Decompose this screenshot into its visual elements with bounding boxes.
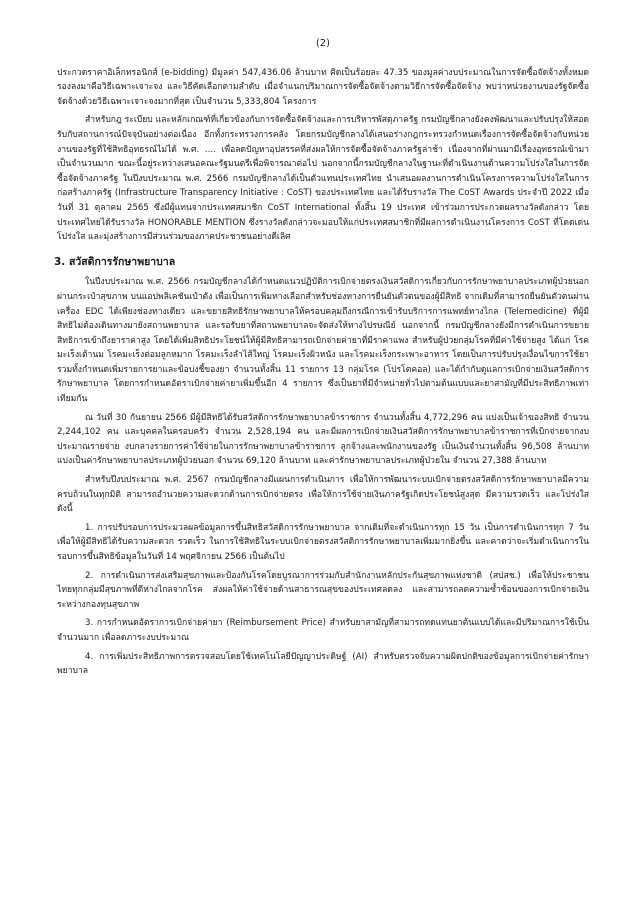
paragraph-egp-continuation: ประกวดราคาอิเล็กทรอนิกส์ (e-bidding) มีมูลค่า 547,436.06 ล้านบาท คิดเป็นร้อยละ 47.35 ของมูลค่างบประมาณในการจัดซื้อจัดจ้างทั้งหมด รองลงมาคือวิธีเฉพาะเจาะจง และวิธีคัดเลือกตามลำดับ เมื่อจำแนกปริมาณการจัดซื้อจัดจ้างตามวิธีการจัดซื้อจัดจ้าง พบว่าหน่วยงานของรัฐจัดซื้อจัดจ้างด้วยวิธีเฉพาะเจาะจงมากที่สุด เป็นจำนวน 5,333,804 โครงการ: [57, 67, 589, 107]
paragraph-fy2566-guidelines: ในปีงบประมาณ พ.ศ. 2566 กรมบัญชีกลางได้กำหนดแนวปฏิบัติการเบิกจ่ายตรงเงินสวัสดิการเกี่ยวกับการรักษาพยาบาลประเภทผู้ป่วยนอกผ่านกระเป๋าสุขภาพ บนแอปพลิเคชันเป๋าตัง เพื่อเป็นการเพิ่มทางเลือกสำหรับช่องทางการยืนยันตัวตนของผู้มีสิทธิ จากเดิมที่สามารถยืนยันตัวตนผ่านเครื่อง EDC ได้เพียงช่องทางเดียว และขยายสิทธิรักษาพยาบาลให้ครอบคลุมถึงกรณีการเข้ารับบริการการแพทย์ทางไกล (Telemedicine) ที่ผู้มีสิทธิไม่ต้องเดินทางมายังสถานพยาบาล และรอรับยาที่สถานพยาบาลจะจัดส่งให้ทางไปรษณีย์ นอกจากนี้ กรมบัญชีกลางยังมีการดำเนินการขยายสิทธิการเข้าถึงยาราคาสูง โดยได้เพิ่มสิทธิประโยชน์ให้ผู้มีสิทธิสามารถเบิกจ่ายค่ายาที่มีราคาแพง สำหรับผู้ป่วยกลุ่มโรคที่มีค่าใช้จ่ายสูง ได้แก่ โรคมะเร็งเต้านม โรคมะเร็งต่อมลูกหมาก โรคมะเร็งลำไส้ใหญ่ โรคมะเร็งผิวหนัง และโรคมะเร็งกระเพาะอาหาร โดยเป็นการปรับปรุงเงื่อนไขการใช้ยารวมทั้งกำหนดเพิ่มรายการยาและข้อบ่งชี้ของยา จำนวนทั้งสิ้น 11 รายการ 13 กลุ่มโรค (โปรโตคอล) และได้กำกับดูแลการเบิกจ่ายเงินสวัสดิการรักษาพยาบาล โดยการกำหนดอัตราเบิกจ่ายค่ายาเพิ่มขึ้นอีก 4 รายการ ซึ่งเป็นยาที่มีจำหน่ายทั่วไปตามต้นแบบและยาสามัญที่มีประสิทธิภาพเท่าเทียมกัน: [57, 277, 589, 405]
list-item: 2. การดำเนินการส่งเสริมสุขภาพและป้องกันโรคโดยบูรณาการร่วมกับสำนักงานหลักประกันสุขภาพแห่งชาติ (สปสช.) เพื่อให้ประชาชนไทยทุกกลุ่มมีสุขภาพที่ดีห่างไกลจากโรค ส่งผลให้ค่าใช้จ่ายด้านสาธารณสุขของประเทศลดลง และสามารถลดความซ้ำซ้อนของการเบิกจ่ายเงินระหว่างกองทุนสุขภาพ: [57, 570, 589, 610]
page-number: (2): [315, 38, 331, 49]
list-item: 3. การกำหนดอัตราการเบิกจ่ายค่ายา (Reimbursement Price) สำหรับยาสามัญที่สามารถทดแทนยาต้นแบบได้และมีปริมาณการใช้เป็นจำนวนมาก เพื่อลดภาระงบประมาณ: [57, 618, 589, 643]
paragraph-fy2567-plan: สำหรับปีงบประมาณ พ.ศ. 2567 กรมบัญชีกลางมีแผนการดำเนินการ เพื่อให้การพัฒนาระบบเบิกจ่ายตรงสวัสดิการรักษาพยาบาลมีความครบถ้วนในทุกมิติ สามารถอำนวยความสะดวกด้านการเบิกจ่ายตรง เพื่อให้การใช้จ่ายเงินภาครัฐเกิดประโยชน์สูงสุด มีความรวดเร็ว และโปร่งใส ดังนี้: [57, 475, 589, 515]
paragraph-regulations: สำหรับกฎ ระเบียบ และหลักเกณฑ์ที่เกี่ยวข้องกับการจัดซื้อจัดจ้างและการบริหารพัสดุภาครัฐ กรมบัญชีกลางยังคงพัฒนาและปรับปรุงให้สอดรับกับสถานการณ์ปัจจุบันอย่างต่อเนื่อง อีกทั้งกระทรวงการคลัง โดยกรมบัญชีกลางได้เสนอร่างกฎกระทรวงกำหนดเรื่องการจัดซื้อจัดจ้างกับหน่วยงานของรัฐที่ใช้สิทธิอุทธรณ์ไม่ได้ พ.ศ. .... เพื่อลดปัญหาอุปสรรคที่ส่งผลให้การจัดซื้อจัดจ้างภาครัฐล่าช้า เนื่องจากที่ผ่านมามีเรื่องอุทธรณ์เข้ามาเป็นจำนวนมาก ขณะนี้อยู่ระหว่างเสนอคณะรัฐมนตรีเพื่อพิจารณาต่อไป นอกจากนี้กรมบัญชีกลางในฐานะที่ดำเนินงานด้านความโปร่งใสในการจัดซื้อจัดจ้างภาครัฐ ในปีงบประมาณ พ.ศ. 2566 กรมบัญชีกลางได้เป็นตัวแทนประเทศไทย นำเสนอผลงานการดำเนินโครงการความโปร่งใสในการก่อสร้างภาครัฐ (Infrastructure Transparency Initiative : CoST) ของประเทศไทย และได้รับรางวัล The CoST Awards ประจำปี 2022 เมื่อวันที่ 31 ตุลาคม 2565 ซึ่งมีผู้แทนจากประเทศสมาชิก CoST International ทั้งสิ้น 19 ประเทศ เข้าร่วมการประกวดผลรางวัลดังกล่าว โดยประเทศไทยได้รับรางวัล HONORABLE MENTION ซึ่งรางวัลดังกล่าวจะมอบให้แก่ประเทศสมาชิกที่มีผลการดำเนินงานโครงการ CoST ที่โดดเด่น โปร่งใส และมุ่งสร้างการมีส่วนร่วมของภาคประชาชนอย่างดีเลิศ: [57, 115, 589, 243]
paragraph-beneficiary-statistics: ณ วันที่ 30 กันยายน 2566 มีผู้มีสิทธิได้รับสวัสดิการรักษาพยาบาลข้าราชการ จำนวนทั้งสิ้น 4,772,296 คน แบ่งเป็นเจ้าของสิทธิ จำนวน 2,244,102 คน และบุคคลในครอบครัว จำนวน 2,528,194 คน และมีผลการเบิกจ่ายเงินสวัสดิการรักษาพยาบาลข้าราชการที่เบิกจ่ายจากงบประมาณรายจ่าย งบกลางรายการค่าใช้จ่ายในการรักษาพยาบาลข้าราชการ ลูกจ้างและพนักงานของรัฐ เป็นเงินจำนวนทั้งสิ้น 96,508 ล้านบาท แบ่งเป็นค่ารักษาพยาบาลประเภทผู้ป่วยนอก จำนวน 69,120 ล้านบาท และค่ารักษาพยาบาลประเภทผู้ป่วยใน จำนวน 27,388 ล้านบาท: [57, 412, 589, 467]
list-item: 4. การเพิ่มประสิทธิภาพการตรวจสอบโดยใช้เทคโนโลยีปัญญาประดิษฐ์ (AI) สำหรับตรวจจับความผิดปกติของข้อมูลการเบิกจ่ายค่ารักษาพยาบาล: [57, 651, 589, 677]
section-heading-medical-welfare: 3. สวัสดิการรักษาพยาบาล: [54, 255, 176, 268]
list-item: 1. การปรับรอบการประมวลผลข้อมูลการขึ้นสิทธิสวัสดิการรักษาพยาบาล จากเดิมที่จะดำเนินการทุก 15 วัน เป็นการดำเนินการทุก 7 วัน เพื่อให้ผู้มีสิทธิได้รับความสะดวก รวดเร็ว ในการใช้สิทธิในระบบเบิกจ่ายตรงสวัสดิการรักษาพยาบาลเพิ่มมากยิ่งขึ้น และคาดว่าจะเริ่มดำเนินการในรอบการขึ้นสิทธิข้อมูลในวันที่ 14 พฤศจิกายน 2566 เป็นต้นไป: [57, 522, 589, 562]
